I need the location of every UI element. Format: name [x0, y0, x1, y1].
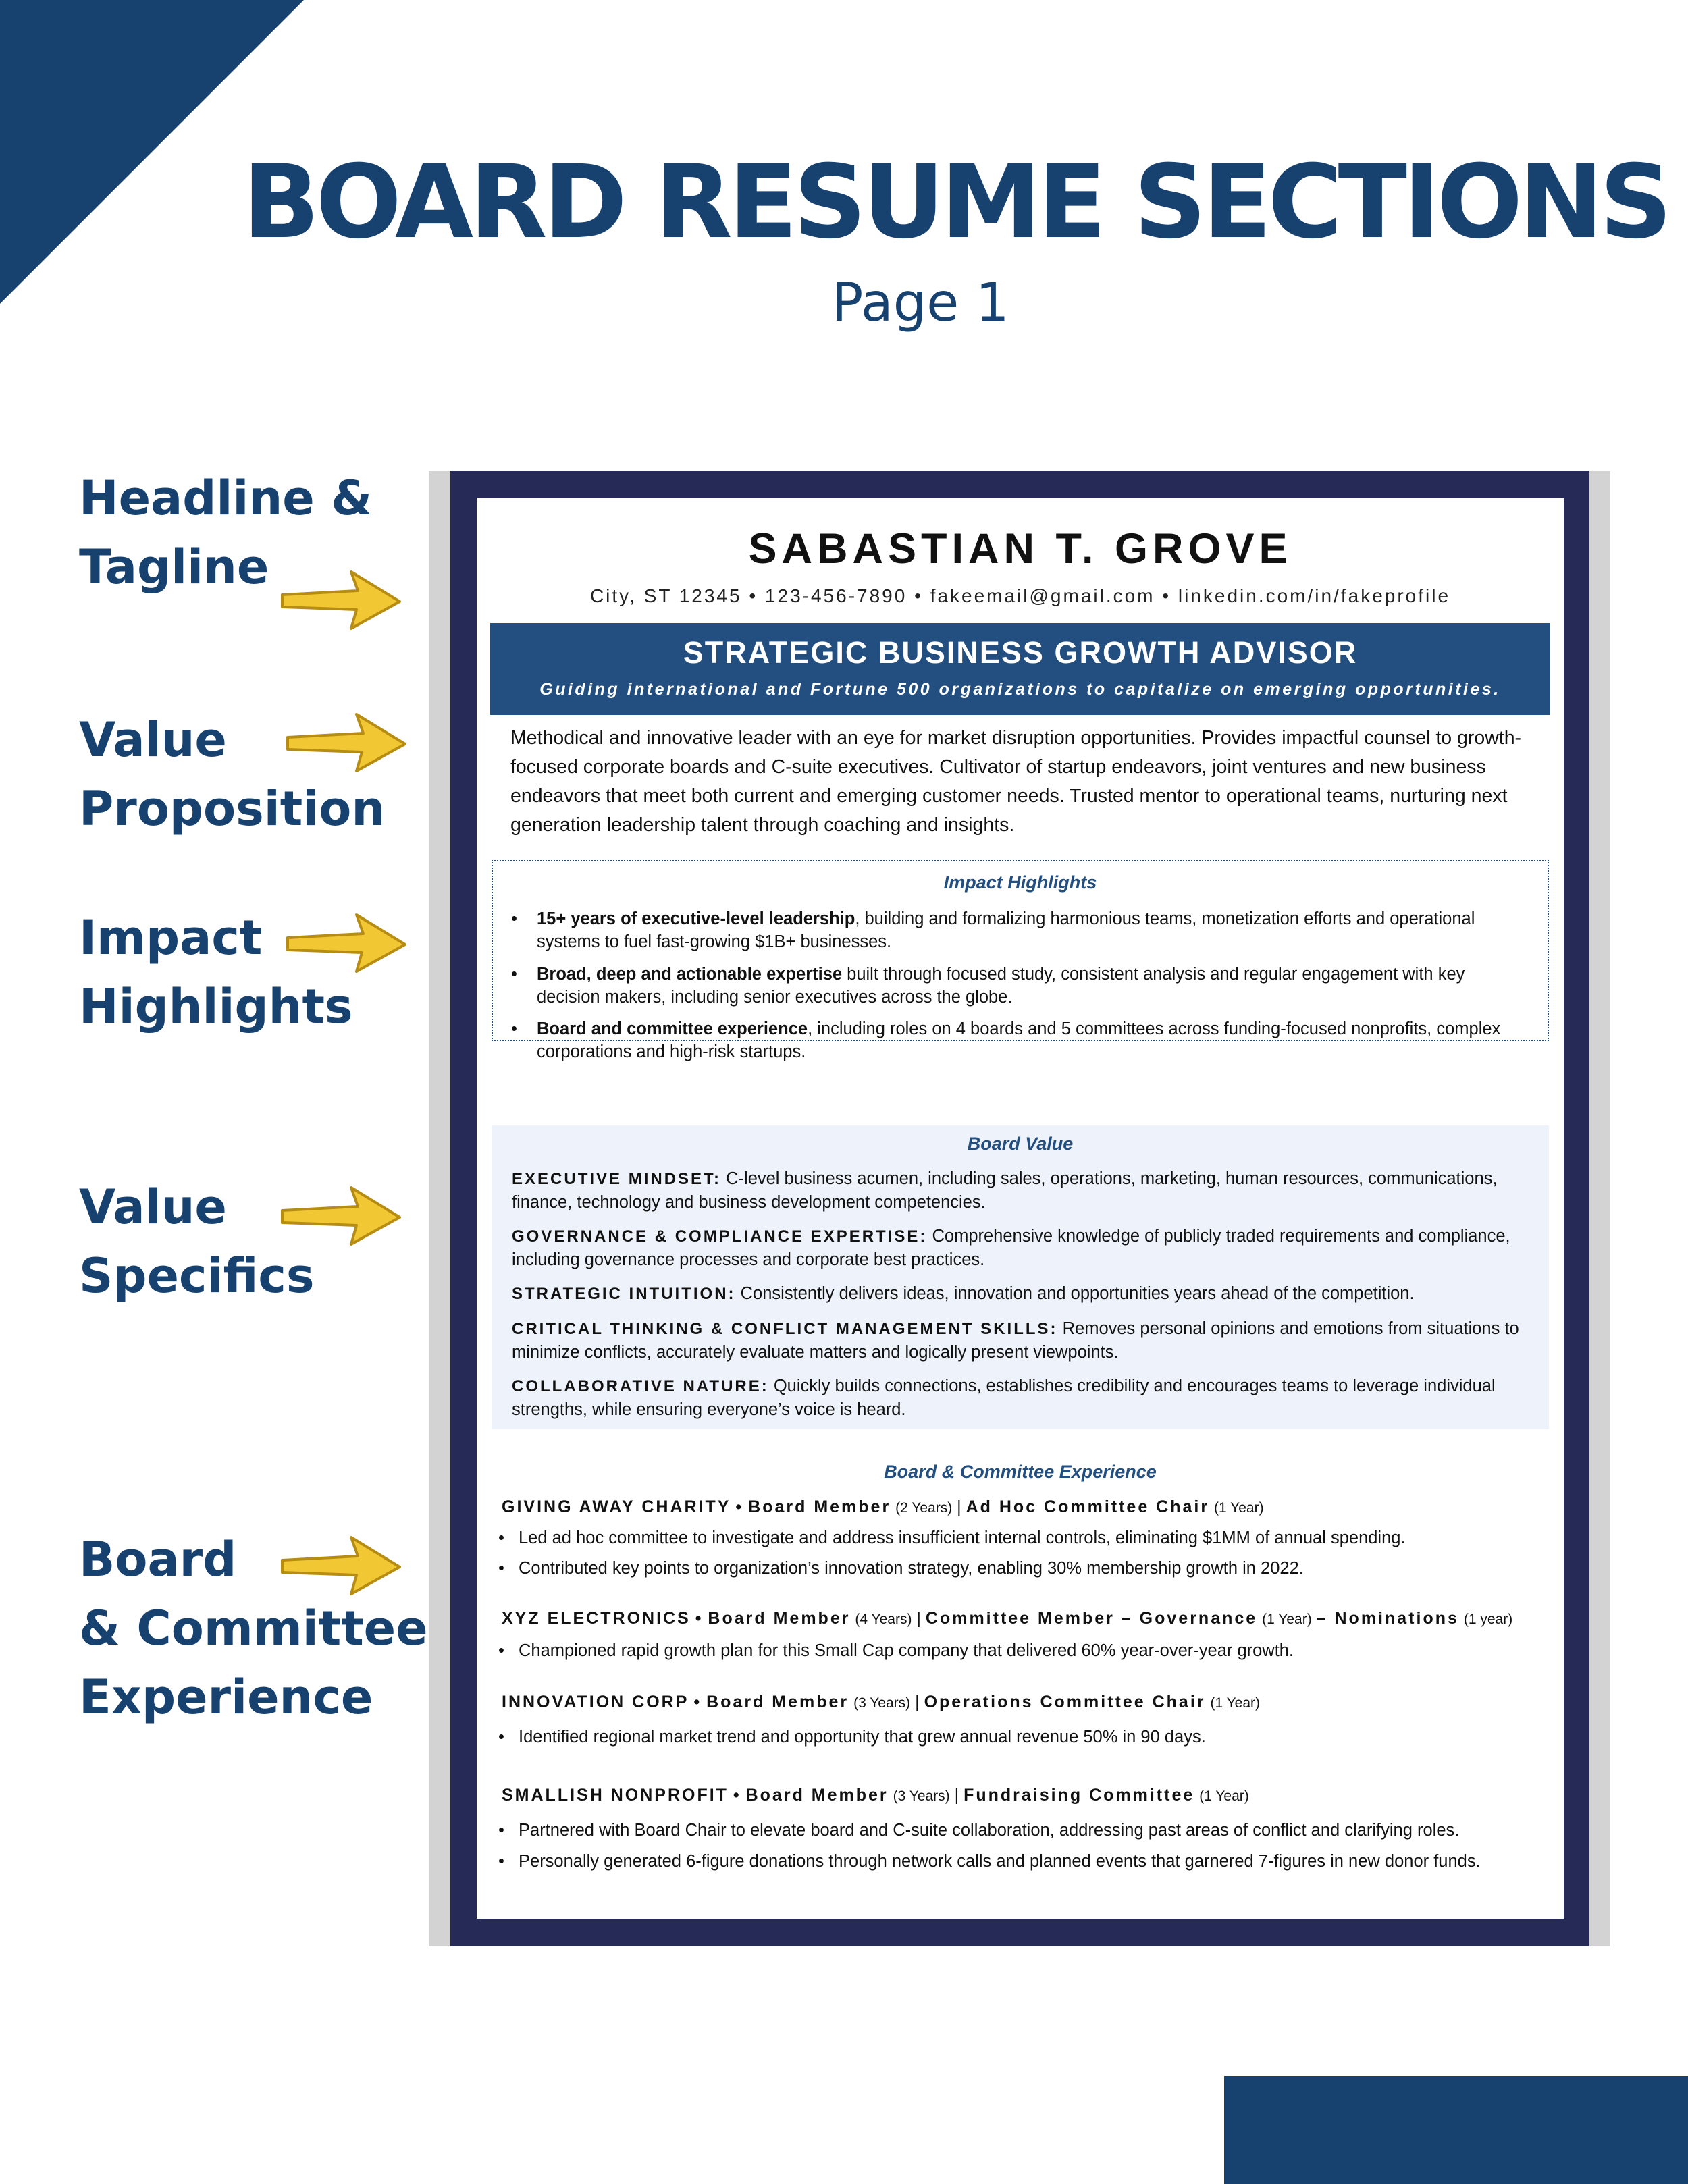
board-value-key: STRATEGIC INTUITION:: [512, 1285, 736, 1303]
experience-heading: Board & Committee Experience: [884, 1462, 1157, 1482]
label-line: Experience: [79, 1670, 373, 1725]
list-item: [498, 1559, 1545, 1578]
board-value-item: [512, 1317, 1531, 1364]
corner-bar-decoration: [1224, 2076, 1688, 2184]
tenure: (3 Years): [853, 1695, 911, 1711]
separator: |: [957, 1497, 961, 1516]
value-proposition-text: Methodical and innovative leader with an eye for market disruption opportunities. Provides impactful counsel to growth-focused corporate boards and C-suite executives. Cultivator of startup endeavors, joint ventures and new business endeavors that meet both current and emerging customer needs. Trusted mentor to operational teams, nurturing next generation leadership talent through coaching and insights.: [510, 727, 1522, 836]
list-item: [498, 1528, 1545, 1548]
list-item: [511, 907, 1529, 953]
tenure: (1 year): [1463, 1612, 1513, 1627]
label-line: Highlights: [79, 979, 353, 1034]
arrow-right-icon: [282, 905, 411, 980]
separator: •: [733, 1786, 741, 1805]
org-line: [502, 1609, 1512, 1628]
bullet-text: Identified regional market trend and opportunity that grew annual revenue 50% in 90 days.: [519, 1728, 1206, 1747]
board-value-text: Comprehensive knowledge of publicly traded requirements and compliance, including governance processes and corporate best practices.: [512, 1227, 1510, 1269]
bullet: •: [498, 1528, 504, 1547]
page-subtitle: Page 1: [831, 273, 1009, 334]
tenure: (4 Years): [855, 1612, 912, 1627]
arrow-right-icon: [277, 1528, 405, 1602]
tenure: (1 Year): [1214, 1500, 1264, 1516]
separator: |: [954, 1786, 959, 1805]
label-line: Proposition: [79, 781, 386, 836]
list-item: [498, 1728, 1545, 1747]
tenure: (1 Year): [1262, 1612, 1312, 1627]
highlight-text: built through focused study, consistent analysis and regular engagement with key decision makers, including senior executives across the globe.: [537, 965, 1465, 1007]
arrow-right-icon: [282, 705, 411, 779]
board-value-key: EXECUTIVE MINDSET:: [512, 1170, 722, 1188]
label-line: Headline &: [79, 471, 373, 526]
board-value-item: [512, 1375, 1531, 1421]
role: Board Member: [708, 1609, 851, 1628]
role: Board Member: [706, 1693, 849, 1711]
role: – Nominations: [1316, 1609, 1459, 1628]
list-item: [511, 963, 1529, 1009]
bullet: •: [498, 1821, 504, 1840]
role: Board Member: [745, 1786, 889, 1805]
resume-name: SABASTIAN T. GROVE: [748, 525, 1292, 572]
headline-banner: [490, 623, 1550, 715]
bullet: •: [498, 1852, 504, 1871]
resume-tagline: Guiding international and Fortune 500 organizations to capitalize on emerging opportunities.: [539, 680, 1501, 699]
board-value-key: COLLABORATIVE NATURE:: [512, 1377, 769, 1395]
resume-page: [477, 498, 1564, 1919]
list-item: [511, 1017, 1529, 1063]
tenure: (1 Year): [1199, 1788, 1249, 1804]
bullet: •: [498, 1559, 504, 1578]
board-value-item: [512, 1282, 1531, 1306]
highlight-text: , including roles on 4 boards and 5 committees across funding-focused nonprofits, complex corporations and high-risk startups.: [537, 1019, 1501, 1061]
label-line: Tagline: [79, 539, 269, 595]
label-line: Impact: [79, 910, 263, 965]
board-value-key: GOVERNANCE & COMPLIANCE EXPERTISE:: [512, 1227, 928, 1246]
org-name: SMALLISH NONPROFIT: [502, 1786, 729, 1805]
list-item: [498, 1641, 1545, 1661]
role: Fundraising Committee: [964, 1786, 1195, 1805]
board-value-section: [492, 1125, 1549, 1429]
bullet-text: Led ad hoc committee to investigate and address insufficient internal controls, eliminating $1MM of annual spending.: [519, 1528, 1406, 1547]
org-name: GIVING AWAY CHARITY: [502, 1497, 731, 1516]
bullet-text: Championed rapid growth plan for this Small Cap company that delivered 60% year-over-year growth.: [519, 1641, 1294, 1660]
separator: •: [735, 1497, 744, 1516]
bullet: •: [511, 965, 517, 984]
org-name: XYZ ELECTRONICS: [502, 1609, 691, 1628]
resume-headline: STRATEGIC BUSINESS GROWTH ADVISOR: [683, 635, 1358, 670]
org-line: [502, 1786, 1249, 1805]
role: Operations Committee Chair: [924, 1693, 1206, 1711]
board-value-text: C-level business acumen, including sales, operations, marketing, human resources, communications, finance, technology and business development competencies.: [512, 1169, 1498, 1212]
role: Ad Hoc Committee Chair: [966, 1497, 1210, 1516]
org-line: [502, 1693, 1260, 1712]
list-item: [498, 1821, 1545, 1840]
label-line: & Committee: [79, 1601, 428, 1656]
highlight-bold: Board and committee experience: [537, 1019, 808, 1038]
page-title: BOARD RESUME SECTIONS: [242, 144, 1668, 261]
board-value-text: Removes personal opinions and emotions from situations to minimize conflicts, accurately evaluate matters and logically present viewpoints.: [512, 1319, 1519, 1362]
board-value-item: [512, 1225, 1531, 1271]
highlight-text: , building and formalizing harmonious teams, monetization efforts and operational systems to fuel fast-growing $1B+ businesses.: [537, 909, 1475, 951]
board-value-text: Consistently delivers ideas, innovation and opportunities years ahead of the competition.: [735, 1284, 1415, 1303]
board-value-text: Quickly builds connections, establishes credibility and encourages teams to leverage individual strengths, while ensuring everyone’s voice is heard.: [512, 1377, 1496, 1419]
impact-highlights-box: [492, 860, 1549, 1061]
org-line: [502, 1497, 1264, 1517]
label-line: Board: [79, 1532, 237, 1587]
separator: •: [693, 1693, 702, 1711]
resume-contact: City, ST 12345 • 123-456-7890 • fakeemail@gmail.com • linkedin.com/in/fakeprofile: [589, 585, 1451, 606]
separator: •: [695, 1609, 704, 1628]
impact-highlights-heading: Impact Highlights: [943, 872, 1097, 893]
role: Committee Member – Governance: [925, 1609, 1258, 1628]
bullet: •: [511, 909, 517, 928]
board-value-key: CRITICAL THINKING & CONFLICT MANAGEMENT SKILLS:: [512, 1320, 1058, 1338]
separator: |: [915, 1693, 920, 1711]
board-value-heading: Board Value: [967, 1134, 1074, 1154]
bullet-text: Personally generated 6-figure donations through network calls and planned events that garnered 7-figures in new donor funds.: [519, 1852, 1481, 1871]
bullet: •: [498, 1728, 504, 1747]
org-name: INNOVATION CORP: [502, 1693, 689, 1711]
label-line: Value: [79, 712, 227, 768]
tenure: (1 Year): [1210, 1695, 1261, 1711]
tenure: (2 Years): [895, 1500, 953, 1516]
role: Board Member: [748, 1497, 891, 1516]
highlight-bold: Broad, deep and actionable expertise: [537, 965, 843, 984]
bullet: •: [498, 1641, 504, 1660]
bullet-text: Contributed key points to organization’s innovation strategy, enabling 30% membership growth in 2022.: [519, 1559, 1304, 1578]
arrow-right-icon: [277, 1178, 405, 1252]
label-line: Value: [79, 1179, 227, 1235]
bullet-text: Partnered with Board Chair to elevate board and C-suite collaboration, addressing past areas of conflict and clarifying roles.: [519, 1821, 1460, 1840]
bullet: •: [511, 1019, 517, 1038]
board-value-item: [512, 1167, 1531, 1214]
highlight-bold: 15+ years of executive-level leadership: [537, 909, 855, 928]
label-line: Specifics: [79, 1248, 315, 1304]
list-item: [498, 1852, 1545, 1871]
arrow-right-icon: [277, 562, 405, 637]
separator: |: [916, 1609, 921, 1628]
tenure: (3 Years): [893, 1788, 950, 1804]
